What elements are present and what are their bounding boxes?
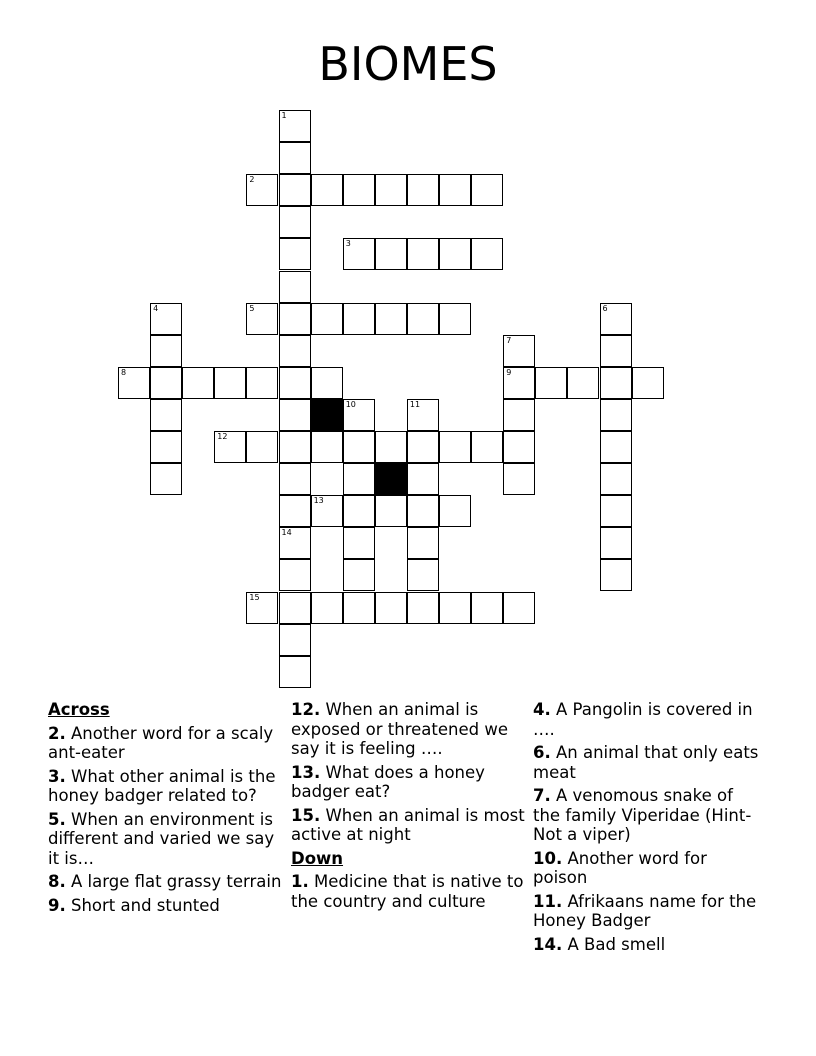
clue-number-label: 12. <box>291 700 321 719</box>
clue-item <box>48 872 283 892</box>
grid-cell[interactable] <box>246 303 278 335</box>
clue-text: A venomous snake of the family Viperidae (Hint-Not a viper) <box>533 786 752 844</box>
grid-cell[interactable] <box>407 238 439 270</box>
clue-number: 11 <box>409 399 421 409</box>
clue-number-label: 11. <box>533 891 563 911</box>
grid-cell[interactable] <box>343 238 375 270</box>
grid-cell[interactable] <box>503 463 535 495</box>
grid-cell[interactable] <box>150 463 182 495</box>
grid-cell[interactable] <box>246 367 278 399</box>
clue-number: 3 <box>345 239 351 249</box>
grid-cell[interactable] <box>150 367 182 399</box>
grid-cell[interactable] <box>311 495 343 527</box>
clue-item <box>291 700 527 759</box>
grid-cell[interactable] <box>407 495 439 527</box>
clue-number-label: 5. <box>48 809 66 829</box>
clue-number-label: 13. <box>291 762 321 782</box>
clue-item <box>533 700 763 739</box>
clue-text: Afrikaans name for the Honey Badger <box>533 891 757 930</box>
grid-cell[interactable] <box>246 174 278 206</box>
grid-cell[interactable] <box>567 367 599 399</box>
grid-cell[interactable] <box>246 592 278 624</box>
grid-cell[interactable] <box>279 367 311 399</box>
clue-number: 9 <box>506 367 512 377</box>
grid-cell[interactable] <box>471 238 503 270</box>
grid-cell[interactable] <box>279 592 311 624</box>
clues-column-3 <box>533 700 763 958</box>
clue-text: A Pangolin is covered in …. <box>533 700 753 739</box>
grid-cell[interactable] <box>311 303 343 335</box>
grid-cell[interactable] <box>279 463 311 495</box>
grid-cell[interactable] <box>407 592 439 624</box>
grid-cell[interactable] <box>311 367 343 399</box>
clue-text: When an environment is different and varied we say it is… <box>48 809 275 868</box>
clue-number: 12 <box>217 432 228 441</box>
grid-cell[interactable] <box>375 592 407 624</box>
clues-column-1 <box>48 700 283 919</box>
section-heading: Across <box>48 700 110 719</box>
grid-cell[interactable] <box>600 303 632 335</box>
clue-number: 13 <box>313 496 324 506</box>
grid-cell[interactable] <box>375 303 407 335</box>
clue-text: A large flat grassy terrain <box>71 872 282 891</box>
grid-block <box>375 463 407 495</box>
grid-cell[interactable] <box>503 367 535 399</box>
clue-item <box>48 810 283 869</box>
grid-cell[interactable] <box>150 399 182 431</box>
clue-number-label: 1. <box>291 872 309 891</box>
grid-cell[interactable] <box>279 399 311 431</box>
clue-text: What other animal is the honey badger related to? <box>48 766 276 805</box>
clue-item <box>291 806 527 845</box>
grid-cell[interactable] <box>150 303 182 335</box>
grid-cell[interactable] <box>407 399 439 431</box>
grid-cell[interactable] <box>375 238 407 270</box>
clue-item <box>291 763 527 802</box>
grid-cell[interactable] <box>439 303 471 335</box>
clue-number-label: 2. <box>48 723 66 743</box>
grid-cell[interactable] <box>407 559 439 591</box>
clues-column-2 <box>291 700 527 915</box>
grid-cell[interactable] <box>279 431 311 463</box>
page-title: BIOMES <box>318 37 498 91</box>
grid-cell[interactable] <box>150 431 182 463</box>
grid-cell[interactable] <box>279 656 311 688</box>
grid-cell[interactable] <box>600 431 632 463</box>
grid-cell[interactable] <box>279 206 311 238</box>
clue-text: A Bad smell <box>567 934 666 954</box>
clue-text: Another word for poison <box>533 848 707 887</box>
clue-number: 4 <box>153 303 159 313</box>
clue-item <box>48 724 283 763</box>
clue-number: 10 <box>345 399 356 409</box>
grid-cell[interactable] <box>279 110 311 142</box>
section-heading: Down <box>291 848 344 868</box>
grid-cell[interactable] <box>407 527 439 559</box>
grid-cell[interactable] <box>503 592 535 624</box>
clue-item <box>533 935 763 955</box>
grid-cell[interactable] <box>471 592 503 624</box>
grid-cell[interactable] <box>343 527 375 559</box>
grid-cell[interactable] <box>439 592 471 624</box>
clue-number-label: 15. <box>291 805 321 825</box>
clue-text: Medicine that is native to the country and culture <box>291 872 524 911</box>
grid-cell[interactable] <box>439 495 471 527</box>
grid-cell[interactable] <box>471 174 503 206</box>
grid-cell[interactable] <box>600 399 632 431</box>
grid-cell[interactable] <box>214 431 246 463</box>
grid-cell[interactable] <box>600 527 632 559</box>
clue-number-label: 7. <box>533 786 551 805</box>
grid-cell[interactable] <box>343 174 375 206</box>
clue-number-label: 8. <box>48 872 66 891</box>
grid-cell[interactable] <box>311 592 343 624</box>
clue-item <box>533 892 763 931</box>
clue-text: When an animal is exposed or threatened we say it is feeling …. <box>291 700 508 758</box>
clue-number: 7 <box>506 335 512 345</box>
clue-item <box>291 872 527 911</box>
grid-cell[interactable] <box>246 431 278 463</box>
grid-cell[interactable] <box>311 431 343 463</box>
grid-cell[interactable] <box>118 367 150 399</box>
grid-cell[interactable] <box>439 238 471 270</box>
grid-cell[interactable] <box>279 303 311 335</box>
clue-item <box>48 896 283 916</box>
grid-cell[interactable] <box>150 335 182 367</box>
grid-cell[interactable] <box>375 431 407 463</box>
clue-item <box>533 786 763 845</box>
clue-number-label: 9. <box>48 895 66 915</box>
grid-cell[interactable] <box>407 303 439 335</box>
clue-number-label: 3. <box>48 766 66 786</box>
grid-block <box>311 399 343 431</box>
grid-cell[interactable] <box>600 335 632 367</box>
clue-number: 14 <box>281 528 292 538</box>
clue-number: 2 <box>249 175 255 185</box>
grid-cell[interactable] <box>407 431 439 463</box>
grid-cell[interactable] <box>600 463 632 495</box>
clue-number-label: 10. <box>533 848 563 868</box>
clue-number: 5 <box>249 303 255 313</box>
grid-cell[interactable] <box>343 399 375 431</box>
grid-cell[interactable] <box>343 592 375 624</box>
clue-item <box>48 767 283 806</box>
grid-cell[interactable] <box>535 367 567 399</box>
grid-cell[interactable] <box>375 495 407 527</box>
grid-cell[interactable] <box>343 463 375 495</box>
grid-cell[interactable] <box>279 174 311 206</box>
clue-item <box>533 743 763 782</box>
grid-cell[interactable] <box>407 463 439 495</box>
clue-number: 8 <box>121 367 127 377</box>
clue-text: What does a honey badger eat? <box>291 762 485 801</box>
grid-cell[interactable] <box>214 367 246 399</box>
grid-cell[interactable] <box>600 559 632 591</box>
grid-cell[interactable] <box>343 559 375 591</box>
clue-number-label: 6. <box>533 743 551 762</box>
grid-cell[interactable] <box>439 431 471 463</box>
clue-item <box>533 849 763 888</box>
grid-cell[interactable] <box>343 431 375 463</box>
clue-text: Short and stunted <box>71 895 220 915</box>
clue-text: Another word for a scaly ant-eater <box>48 723 274 762</box>
grid-cell[interactable] <box>343 303 375 335</box>
grid-cell[interactable] <box>279 271 311 303</box>
clue-number: 6 <box>602 303 608 313</box>
grid-cell[interactable] <box>279 527 311 559</box>
grid-cell[interactable] <box>279 495 311 527</box>
grid-cell[interactable] <box>279 335 311 367</box>
grid-cell[interactable] <box>439 174 471 206</box>
grid-cell[interactable] <box>182 367 214 399</box>
clue-number-label: 4. <box>533 700 551 719</box>
grid-cell[interactable] <box>632 367 664 399</box>
grid-cell[interactable] <box>279 559 311 591</box>
grid-cell[interactable] <box>279 624 311 656</box>
clue-number: 1 <box>281 111 287 120</box>
clue-number: 15 <box>249 592 260 602</box>
grid-cell[interactable] <box>279 238 311 270</box>
grid-cell[interactable] <box>503 335 535 367</box>
grid-cell[interactable] <box>311 174 343 206</box>
grid-cell[interactable] <box>343 495 375 527</box>
grid-cell[interactable] <box>407 174 439 206</box>
grid-cell[interactable] <box>503 399 535 431</box>
grid-cell[interactable] <box>279 142 311 174</box>
grid-cell[interactable] <box>503 431 535 463</box>
grid-cell[interactable] <box>471 431 503 463</box>
grid-cell[interactable] <box>375 174 407 206</box>
clue-text: An animal that only eats meat <box>533 743 759 782</box>
clue-text: When an animal is most active at night <box>291 805 525 844</box>
clue-number-label: 14. <box>533 934 563 954</box>
grid-cell[interactable] <box>600 367 632 399</box>
grid-cell[interactable] <box>600 495 632 527</box>
